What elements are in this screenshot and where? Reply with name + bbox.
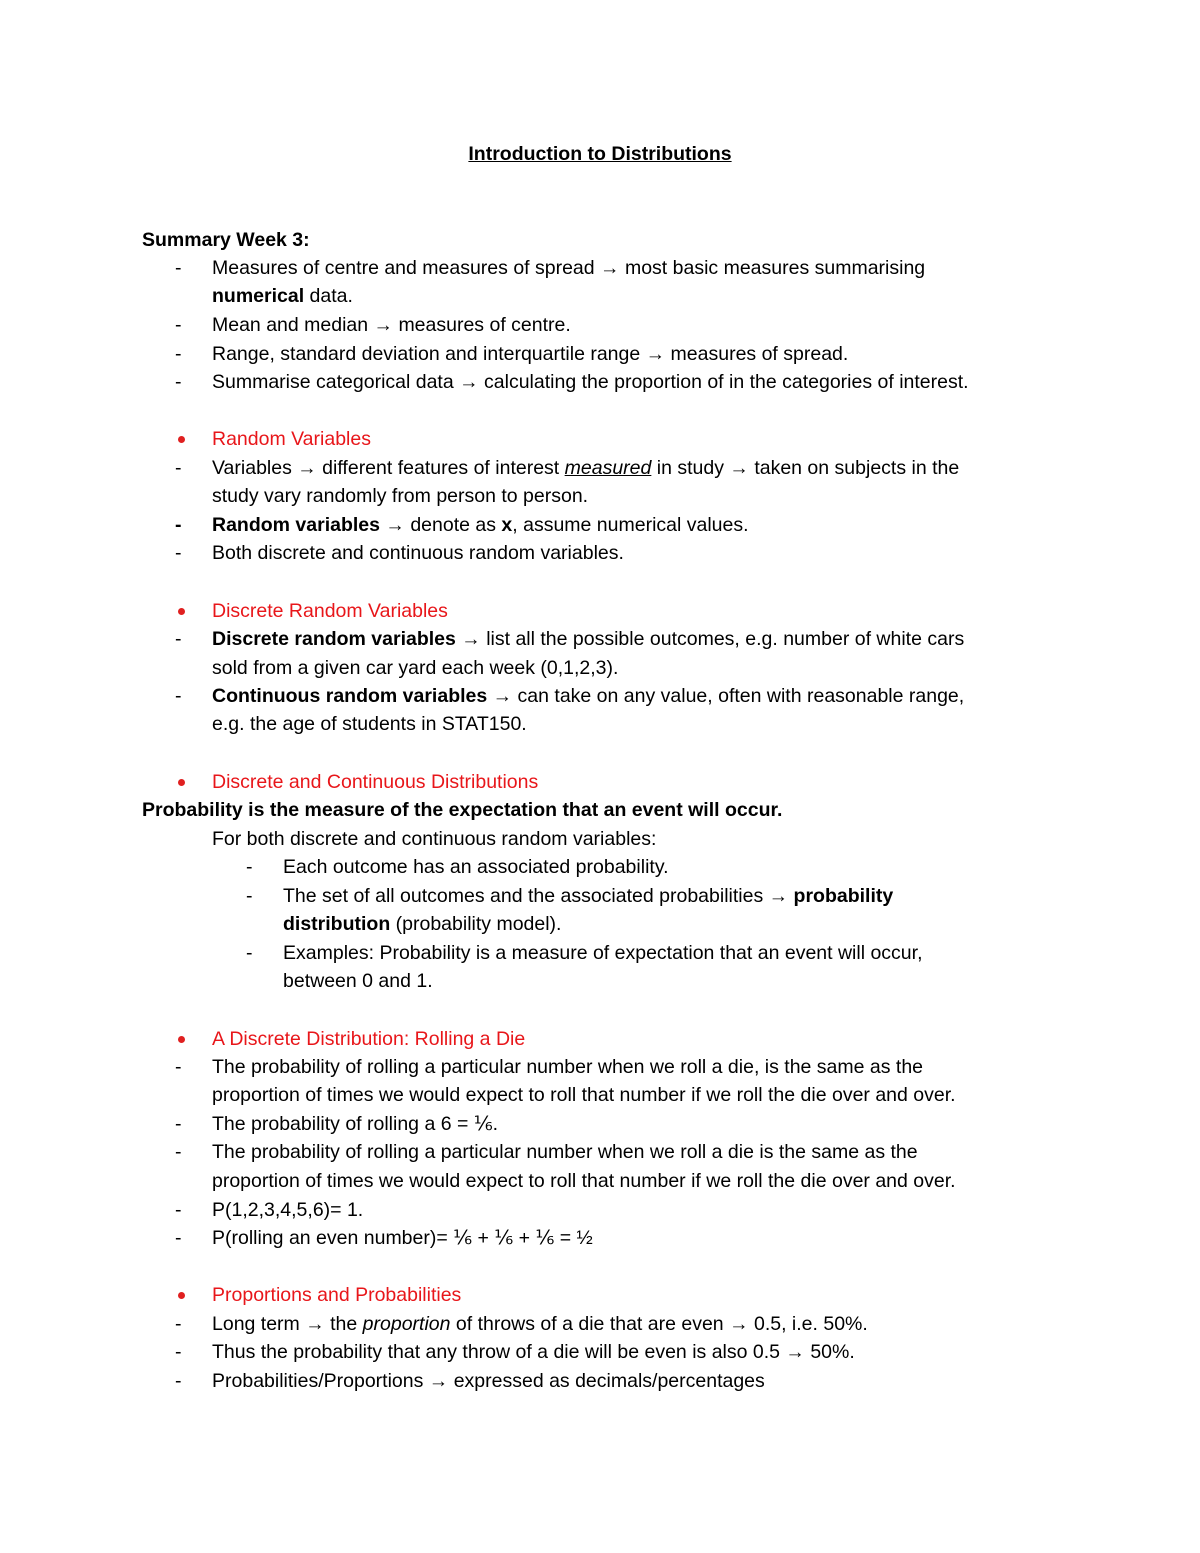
dash-marker: - — [175, 1370, 182, 1392]
red-bullet-icon — [178, 608, 185, 615]
discrete-rv-item-2-line-2: e.g. the age of students in STAT150. — [212, 713, 527, 735]
text-span: , assume numerical values. — [512, 514, 749, 536]
probability-statement: Probability is the measure of the expectation that an event will occur. — [142, 799, 783, 821]
measured-emphasis: measured — [564, 457, 652, 479]
section-heading-random-variables: Random Variables — [212, 428, 371, 450]
text-span: → list all the possible outcomes, e.g. number of white cars — [455, 628, 965, 650]
x-symbol: x — [501, 514, 513, 536]
distributions-item-3-line-1: Examples: Probability is a measure of expectation that an event will occur, — [283, 942, 923, 964]
text-span: in study → taken on subjects in the — [651, 457, 960, 479]
section-heading-discrete-random-variables: Discrete Random Variables — [212, 600, 448, 622]
dash-marker: - — [175, 514, 182, 536]
red-bullet-icon — [178, 1292, 185, 1299]
dash-marker: - — [175, 1199, 182, 1221]
text-span: → denote as — [379, 514, 502, 536]
summary-item-1-line-2 — [212, 282, 353, 310]
distributions-item-2-line-1 — [283, 882, 893, 910]
distributions-item-1: Each outcome has an associated probability. — [283, 856, 669, 878]
summary-heading: Summary Week 3: — [142, 229, 310, 251]
probability-bold: probability — [793, 885, 894, 907]
text-span: of throws of a die that are even → 0.5, i.e. 50%. — [450, 1313, 868, 1335]
die-item-2: The probability of rolling a 6 = ⅙. — [212, 1113, 499, 1135]
dash-marker: - — [175, 343, 182, 365]
proportions-item-2: Thus the probability that any throw of a die will be even is also 0.5 → 50%. — [212, 1341, 855, 1363]
die-item-1-line-2: proportion of times we would expect to roll that number if we roll the die over and over. — [212, 1084, 956, 1106]
dash-marker: - — [175, 1141, 182, 1163]
dash-marker: - — [175, 457, 182, 479]
discrete-rv-bold: Discrete random variables — [212, 628, 456, 650]
proportion-emphasis: proportion — [362, 1313, 451, 1335]
die-item-5: P(rolling an even number)= ⅙ + ⅙ + ⅙ = ½ — [212, 1227, 593, 1249]
die-item-4: P(1,2,3,4,5,6)= 1. — [212, 1199, 364, 1221]
summary-item-1-line-1: Measures of centre and measures of spread → most basic measures summarising — [212, 257, 926, 279]
dash-marker: - — [175, 1341, 182, 1363]
red-bullet-icon — [178, 1036, 185, 1043]
dash-marker: - — [175, 542, 182, 564]
proportions-item-1 — [212, 1310, 868, 1338]
red-bullet-icon — [178, 779, 185, 786]
dash-marker: - — [175, 1313, 182, 1335]
distributions-intro: For both discrete and continuous random variables: — [212, 828, 657, 850]
dash-marker: - — [175, 314, 182, 336]
discrete-rv-item-2-line-1 — [212, 682, 964, 710]
dash-marker: - — [175, 371, 182, 393]
text-span: (probability model). — [390, 913, 562, 935]
die-item-1-line-1: The probability of rolling a particular number when we roll a die, is the same as the — [212, 1056, 924, 1078]
proportions-item-3: Probabilities/Proportions → expressed as decimals/percentages — [212, 1370, 765, 1392]
dash-marker: - — [175, 628, 182, 650]
dash-marker: - — [246, 885, 253, 907]
section-heading-rolling-a-die: A Discrete Distribution: Rolling a Die — [212, 1028, 526, 1050]
text-span: Variables → different features of interest — [212, 457, 565, 479]
red-bullet-icon — [178, 436, 185, 443]
die-item-3-line-2: proportion of times we would expect to roll that number if we roll the die over and over. — [212, 1170, 956, 1192]
summary-item-2: Mean and median → measures of centre. — [212, 314, 571, 336]
random-variables-item-2 — [212, 511, 749, 539]
summary-item-4: Summarise categorical data → calculating the proportion of in the categories of interest. — [212, 371, 969, 393]
section-heading-distributions: Discrete and Continuous Distributions — [212, 771, 539, 793]
text-span: Long term → the — [212, 1313, 363, 1335]
summary-item-1-rest: data. — [304, 285, 353, 307]
random-variables-item-1-line-2: study vary randomly from person to person. — [212, 485, 589, 507]
page-title: Introduction to Distributions — [468, 143, 732, 165]
dash-marker: - — [246, 856, 253, 878]
random-variables-bold: Random variables — [212, 514, 380, 536]
dash-marker: - — [246, 942, 253, 964]
dash-marker: - — [175, 1113, 182, 1135]
continuous-rv-bold: Continuous random variables — [212, 685, 488, 707]
dash-marker: - — [175, 1227, 182, 1249]
random-variables-item-1-line-1 — [212, 454, 959, 482]
dash-marker: - — [175, 1056, 182, 1078]
distributions-item-3-line-2: between 0 and 1. — [283, 970, 433, 992]
section-heading-proportions: Proportions and Probabilities — [212, 1284, 462, 1306]
dash-marker: - — [175, 685, 182, 707]
distributions-item-2-line-2 — [283, 910, 561, 938]
discrete-rv-item-1-line-1 — [212, 625, 964, 653]
die-item-3-line-1: The probability of rolling a particular number when we roll a die is the same as the — [212, 1141, 918, 1163]
random-variables-item-3: Both discrete and continuous random variables. — [212, 542, 624, 564]
distribution-bold: distribution — [283, 913, 391, 935]
discrete-rv-item-1-line-2: sold from a given car yard each week (0,1,2,3). — [212, 657, 619, 679]
text-span: → can take on any value, often with reasonable range, — [487, 685, 965, 707]
numerical-bold: numerical — [212, 285, 305, 307]
dash-marker: - — [175, 257, 182, 279]
summary-item-3: Range, standard deviation and interquartile range → measures of spread. — [212, 343, 849, 365]
text-span: The set of all outcomes and the associated probabilities → — [283, 885, 794, 907]
